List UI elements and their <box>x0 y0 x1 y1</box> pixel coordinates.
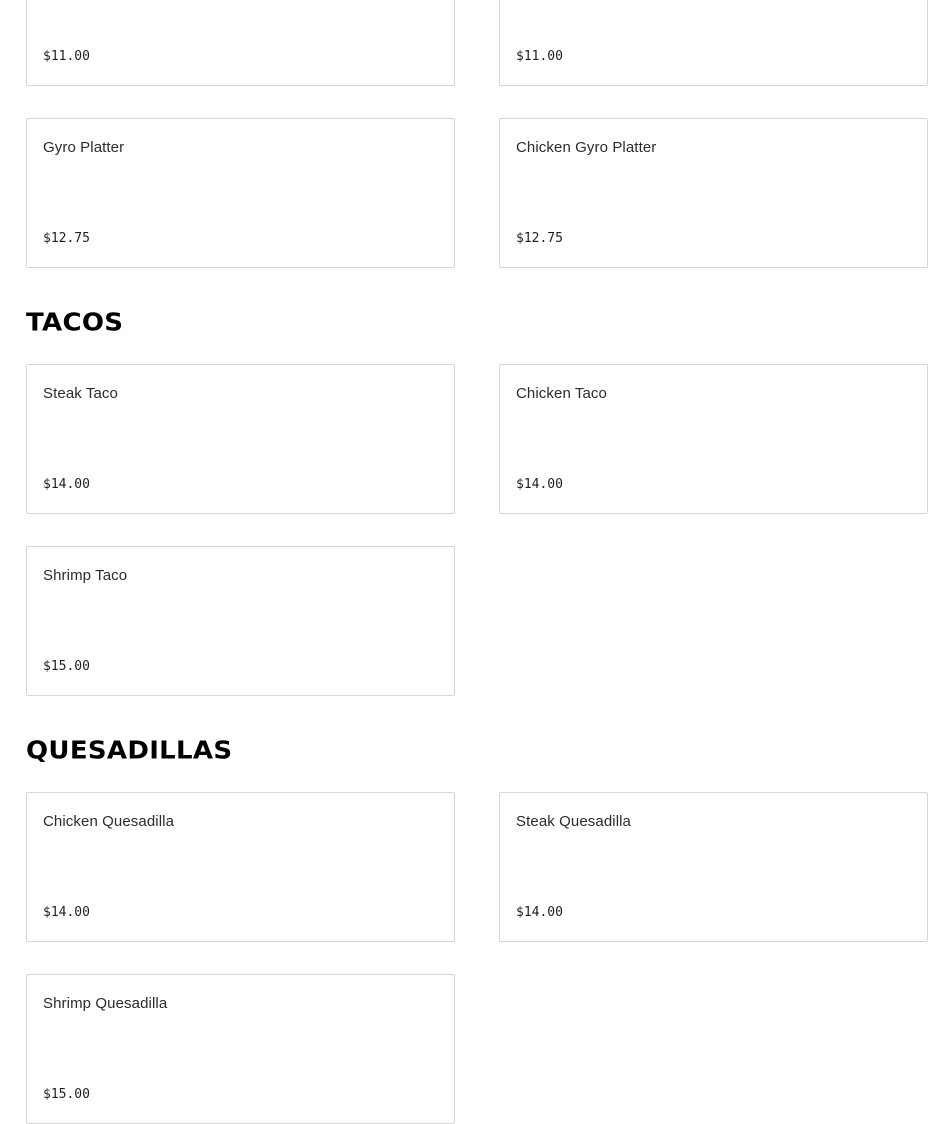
menu-item-card[interactable] <box>26 0 455 86</box>
menu-item-price: $14.00 <box>43 477 90 492</box>
menu-item-name: Chicken Quesadilla <box>43 813 175 830</box>
menu-item-card[interactable] <box>26 792 455 942</box>
menu-item-price: $11.00 <box>43 49 90 64</box>
menu-item-price: $15.00 <box>43 659 90 674</box>
menu-item-price: $14.00 <box>516 905 563 920</box>
menu-item-card[interactable] <box>499 118 928 268</box>
menu-item-card[interactable] <box>499 0 928 86</box>
menu-item-card[interactable] <box>26 364 455 514</box>
menu-item-price: $11.00 <box>516 49 563 64</box>
menu-item-price: $15.00 <box>43 1087 90 1102</box>
menu-item-card[interactable] <box>499 792 928 942</box>
menu-item-card[interactable] <box>26 974 455 1124</box>
menu-item-name: Shrimp Quesadilla <box>43 995 168 1012</box>
menu-item-name: Gyro Platter <box>43 139 125 156</box>
section-title-tacos: TACOS <box>26 308 124 338</box>
section-title-quesadillas: QUESADILLAS <box>26 736 233 766</box>
menu-item-card[interactable] <box>26 546 455 696</box>
menu-item-price: $12.75 <box>43 231 90 246</box>
menu-item-price: $12.75 <box>516 231 563 246</box>
menu-item-name: Steak Taco <box>43 385 118 402</box>
menu-item-name: Steak Quesadilla <box>516 813 632 830</box>
menu-item-name: Chicken Taco <box>516 385 607 402</box>
menu-item-price: $14.00 <box>43 905 90 920</box>
menu-item-card[interactable] <box>26 118 455 268</box>
menu-item-card[interactable] <box>499 364 928 514</box>
menu-item-price: $14.00 <box>516 477 563 492</box>
menu-item-name: Chicken Gyro Platter <box>516 139 657 156</box>
menu-item-name: Shrimp Taco <box>43 567 128 584</box>
